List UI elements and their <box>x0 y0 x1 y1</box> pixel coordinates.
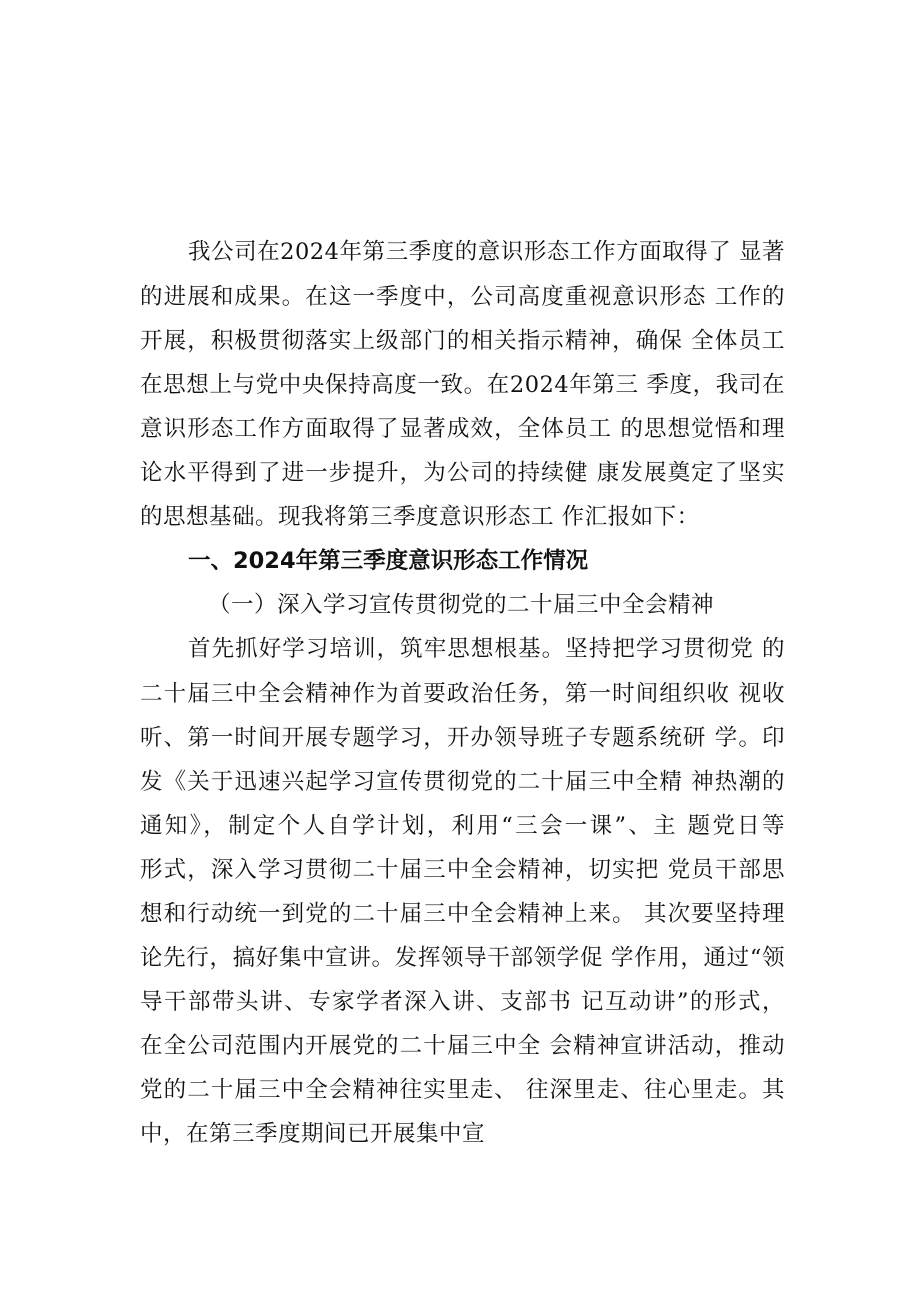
body-line-5: 通知》，制定个人自学计划，利用“三会一课”、主 题党日等 <box>140 813 785 839</box>
body-line-10: 在全公司范围内开展党的二十届三中全 会精神宣讲活动，推动 <box>140 1033 785 1059</box>
body-line-1: 首先抓好学习培训，筑牢思想根基。坚持把学习贯彻党 的 <box>188 636 785 662</box>
intro-line-6: 论水平得到了进一步提升，为公司的持续健 康发展奠定了坚实 <box>140 460 785 486</box>
body-line-12: 中，在第三季度期间已开展集中宣 <box>140 1121 486 1147</box>
body-line-11: 党的二十届三中全会精神往实里走、 往深里走、往心里走。其 <box>140 1077 785 1103</box>
body-line-6: 形式，深入学习贯彻二十届三中全会精神，切实把 党员干部思 <box>140 857 785 883</box>
body-line-7: 想和行动统一到党的二十届三中全会精神上来。 其次要坚持理 <box>140 901 785 927</box>
intro-line-3: 开展，积极贯彻落实上级部门的相关指示精神，确保 全体员工 <box>140 328 785 354</box>
intro-line-4: 在思想上与党中央保持高度一致。在2024年第三 季度，我司在 <box>140 372 785 398</box>
intro-line-7: 的思想基础。现我将第三季度意识形态工 作汇报如下： <box>140 504 700 530</box>
body-line-4: 发《关于迅速兴起学习宣传贯彻党的二十届三中全精 神热潮的 <box>140 769 785 795</box>
intro-line-2: 的进展和成果。在这一季度中，公司高度重视意识形态 工作的 <box>140 284 785 310</box>
intro-line-5: 意识形态工作方面取得了显著成效，全体员工 的思想觉悟和理 <box>140 416 785 442</box>
body-line-2: 二十届三中全会精神作为首要政治任务，第一时间组织收 视收 <box>140 681 785 707</box>
body-line-8: 论先行，搞好集中宣讲。发挥领导干部领学促 学作用，通过“领 <box>140 945 785 971</box>
body-line-3: 听、第一时间开展专题学习，开办领导班子专题系统研 学。印 <box>140 725 785 751</box>
section-heading: 一、2024年第三季度意识形态工作情况 <box>188 548 589 574</box>
section-subheading: （一）深入学习宣传贯彻党的二十届三中全会精神 <box>208 592 715 618</box>
body-line-9: 导干部带头讲、专家学者深入讲、支部书 记互动讲”的形式， <box>140 989 785 1015</box>
intro-line-1: 我公司在2024年第三季度的意识形态工作方面取得了 显著 <box>188 239 785 265</box>
